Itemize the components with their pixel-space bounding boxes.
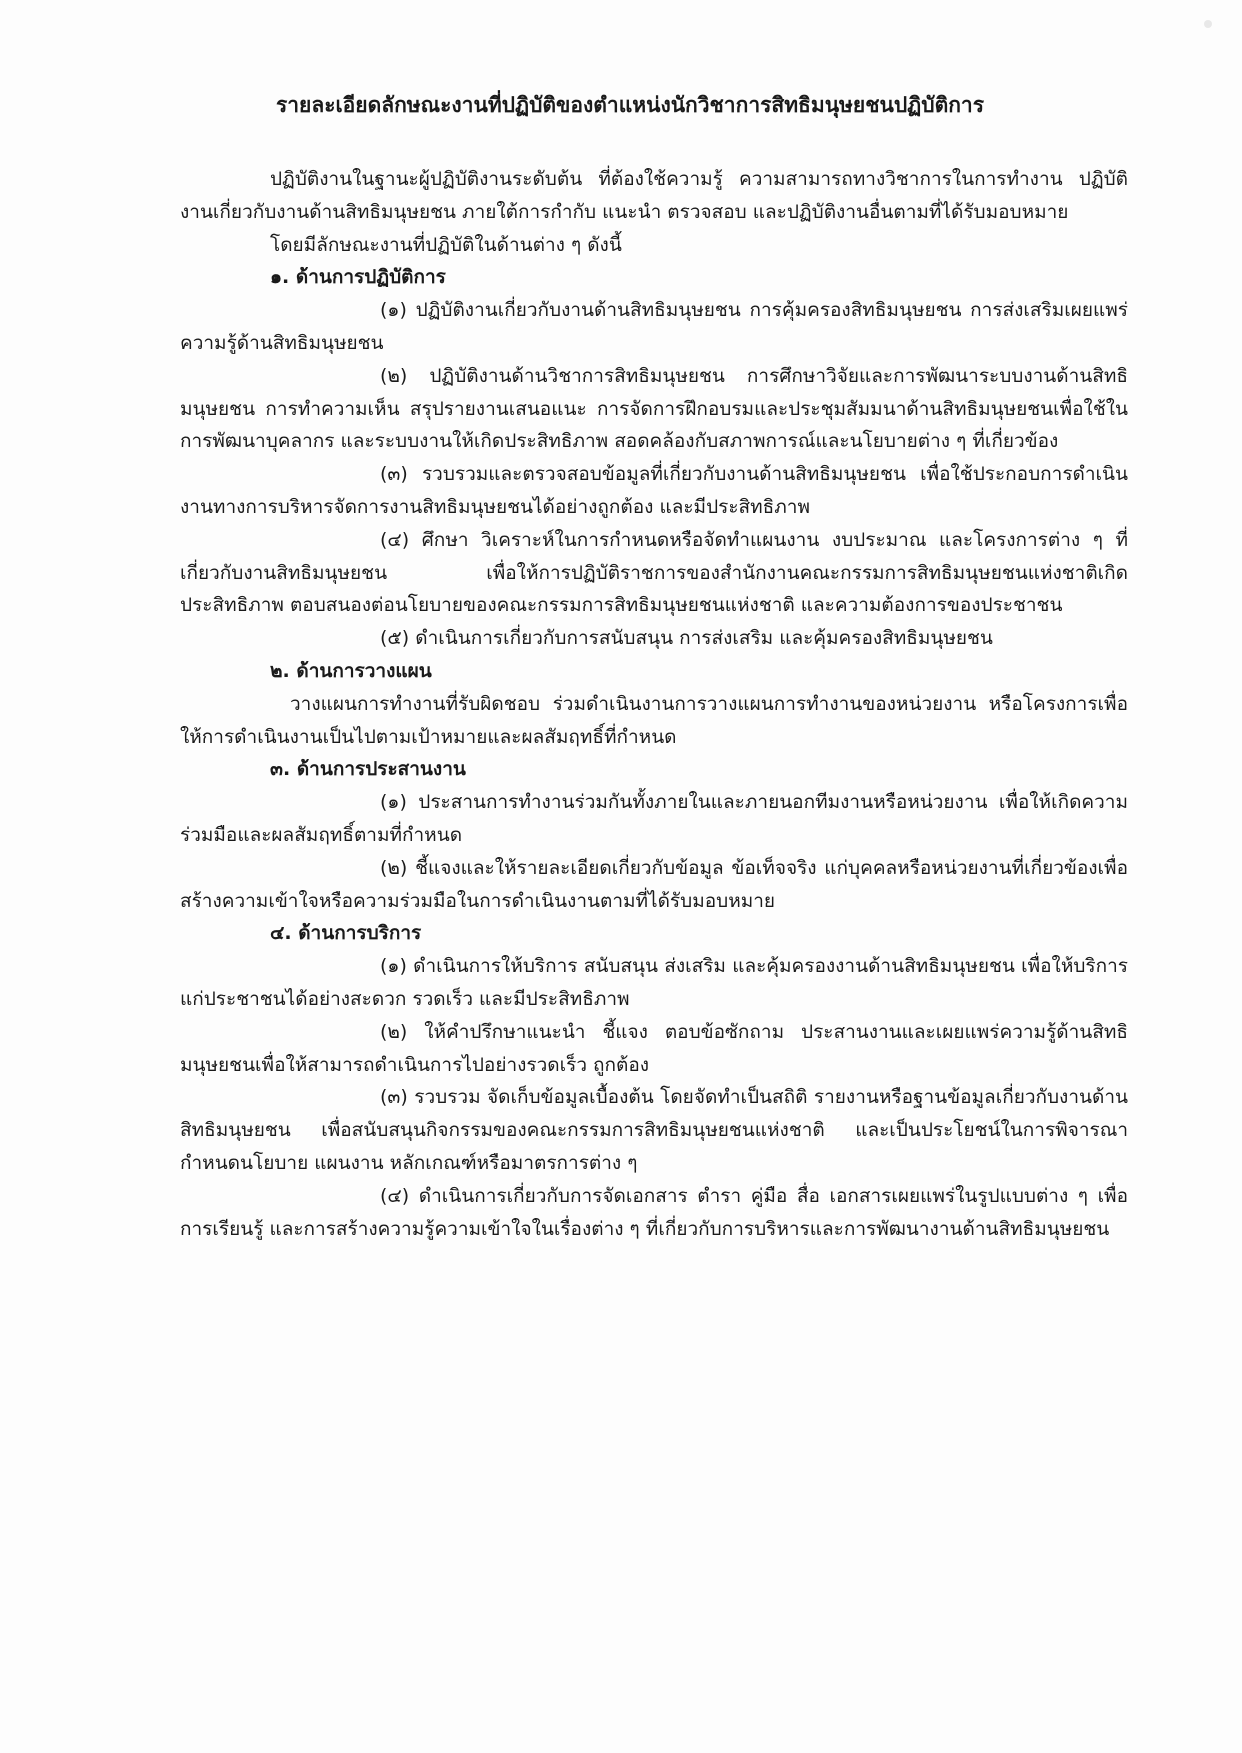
intro-paragraph: ปฏิบัติงานในฐานะผู้ปฏิบัติงานระดับต้น ที่ต้องใช้ความรู้ ความสามารถทางวิชาการในการทำงาน ปฏิบัติงานเกี่ยวกับงานด้านสิทธิมนุษยชน ภายใต้การกำกับ แนะนำ ตรวจสอบ และปฏิบัติงานอื่นตามที่ได้รับมอบหมาย bbox=[180, 168, 1128, 223]
section-heading-planning: ๒. ด้านการวางแผน bbox=[270, 659, 432, 682]
section3-item-1: (๑) ประสานการทำงานร่วมกันทั้งภายในและภายนอกทีมงานหรือหน่วยงาน เพื่อให้เกิดความร่วมมือและผลสัมฤทธิ์ตามที่กำหนด bbox=[180, 791, 1128, 846]
section3-item-2: (๒) ชี้แจงและให้รายละเอียดเกี่ยวกับข้อมูล ข้อเท็จจริง แก่บุคคลหรือหน่วยงานที่เกี่ยวข้องเพื่อสร้างความเข้าใจหรือความร่วมมือในการดำเนินงานตามที่ได้รับมอบหมาย bbox=[180, 856, 1128, 912]
section2-paragraph: วางแผนการทำงานที่รับผิดชอบ ร่วมดำเนินงานการวางแผนการทำงานของหน่วยงาน หรือโครงการเพื่อให้การดำเนินงานเป็นไปตามเป้าหมายและผลสัมฤทธิ์ที่กำหนด bbox=[180, 692, 1128, 748]
section1-item-3: (๓) รวบรวมและตรวจสอบข้อมูลที่เกี่ยวกับงานด้านสิทธิมนุษยชน เพื่อใช้ประกอบการดำเนินงานทางการบริหารจัดการงานสิทธิมนุษยชนได้อย่างถูกต้อง และมีประสิทธิภาพ bbox=[180, 463, 1128, 518]
section1-item-1: (๑) ปฏิบัติงานเกี่ยวกับงานด้านสิทธิมนุษยชน การคุ้มครองสิทธิมนุษยชน การส่งเสริมเผยแพร่ความรู้ด้านสิทธิมนุษยชน bbox=[180, 299, 1128, 354]
document-body bbox=[180, 163, 1128, 1245]
lead-line: โดยมีลักษณะงานที่ปฏิบัติในด้านต่าง ๆ ดังนี้ bbox=[270, 233, 622, 256]
section-heading-service: ๔. ด้านการบริการ bbox=[270, 922, 422, 945]
section4-item-4: (๔) ดำเนินการเกี่ยวกับการจัดเอกสาร ตำรา คู่มือ สื่อ เอกสารเผยแพร่ในรูปแบบต่าง ๆ เพื่อการเรียนรู้ และการสร้างความรู้ความเข้าใจในเรื่องต่าง ๆ ที่เกี่ยวกับการบริหารและการพัฒนางานด้านสิทธิมนุษยชน bbox=[180, 1184, 1128, 1240]
section-heading-coordination: ๓. ด้านการประสานงาน bbox=[270, 758, 466, 781]
section-heading-operations: ๑. ด้านการปฏิบัติการ bbox=[270, 266, 446, 289]
section1-item-4: (๔) ศึกษา วิเคราะห์ในการกำหนดหรือจัดทำแผนงาน งบประมาณ และโครงการต่าง ๆ ที่เกี่ยวกับงานสิทธิมนุษยชน เพื่อให้การปฏิบัติราชการของสำนักงานคณะกรรมการสิทธิมนุษยชนแห่งชาติเกิดประสิทธิภาพ ตอบสนองต่อนโยบายของคณะกรรมการสิทธิมนุษยชนแห่งชาติ และความต้องการของประชาชน bbox=[180, 528, 1128, 617]
document-title: รายละเอียดลักษณะงานที่ปฏิบัติของตำแหน่งนักวิชาการสิทธิมนุษยชนปฏิบัติการ bbox=[275, 93, 985, 117]
section1-item-5: (๕) ดำเนินการเกี่ยวกับการสนับสนุน การส่งเสริม และคุ้มครองสิทธิมนุษยชน bbox=[380, 627, 993, 650]
section4-item-2: (๒) ให้คำปรึกษาแนะนำ ชี้แจง ตอบข้อซักถาม ประสานงานและเผยแพร่ความรู้ด้านสิทธิมนุษยชนเพื่อให้สามารถดำเนินการไปอย่างรวดเร็ว ถูกต้อง bbox=[180, 1020, 1128, 1076]
section1-item-2: (๒) ปฏิบัติงานด้านวิชาการสิทธิมนุษยชน การศึกษาวิจัยและการพัฒนาระบบงานด้านสิทธิมนุษยชน การทำความเห็น สรุปรายงานเสนอแนะ การจัดการฝึกอบรมและประชุมสัมมนาด้านสิทธิมนุษยชนเพื่อใช้ในการพัฒนาบุคลากร และระบบงานให้เกิดประสิทธิภาพ สอดคล้องกับสภาพการณ์และนโยบายต่าง ๆ ที่เกี่ยวข้อง bbox=[180, 364, 1128, 453]
section4-item-1: (๑) ดำเนินการให้บริการ สนับสนุน ส่งเสริม และคุ้มครองงานด้านสิทธิมนุษยชน เพื่อให้บริการแก่ประชาชนได้อย่างสะดวก รวดเร็ว และมีประสิทธิภาพ bbox=[180, 955, 1128, 1010]
scan-speck bbox=[1204, 20, 1212, 28]
section4-item-3: (๓) รวบรวม จัดเก็บข้อมูลเบื้องต้น โดยจัดทำเป็นสถิติ รายงานหรือฐานข้อมูลเกี่ยวกับงานด้านสิทธิมนุษยชน เพื่อสนับสนุนกิจกรรมของคณะกรรมการสิทธิมนุษยชนแห่งชาติ และเป็นประโยชน์ในการพิจารณากำหนดนโยบาย แผนงาน หลักเกณฑ์หรือมาตรการต่าง ๆ bbox=[180, 1086, 1128, 1174]
